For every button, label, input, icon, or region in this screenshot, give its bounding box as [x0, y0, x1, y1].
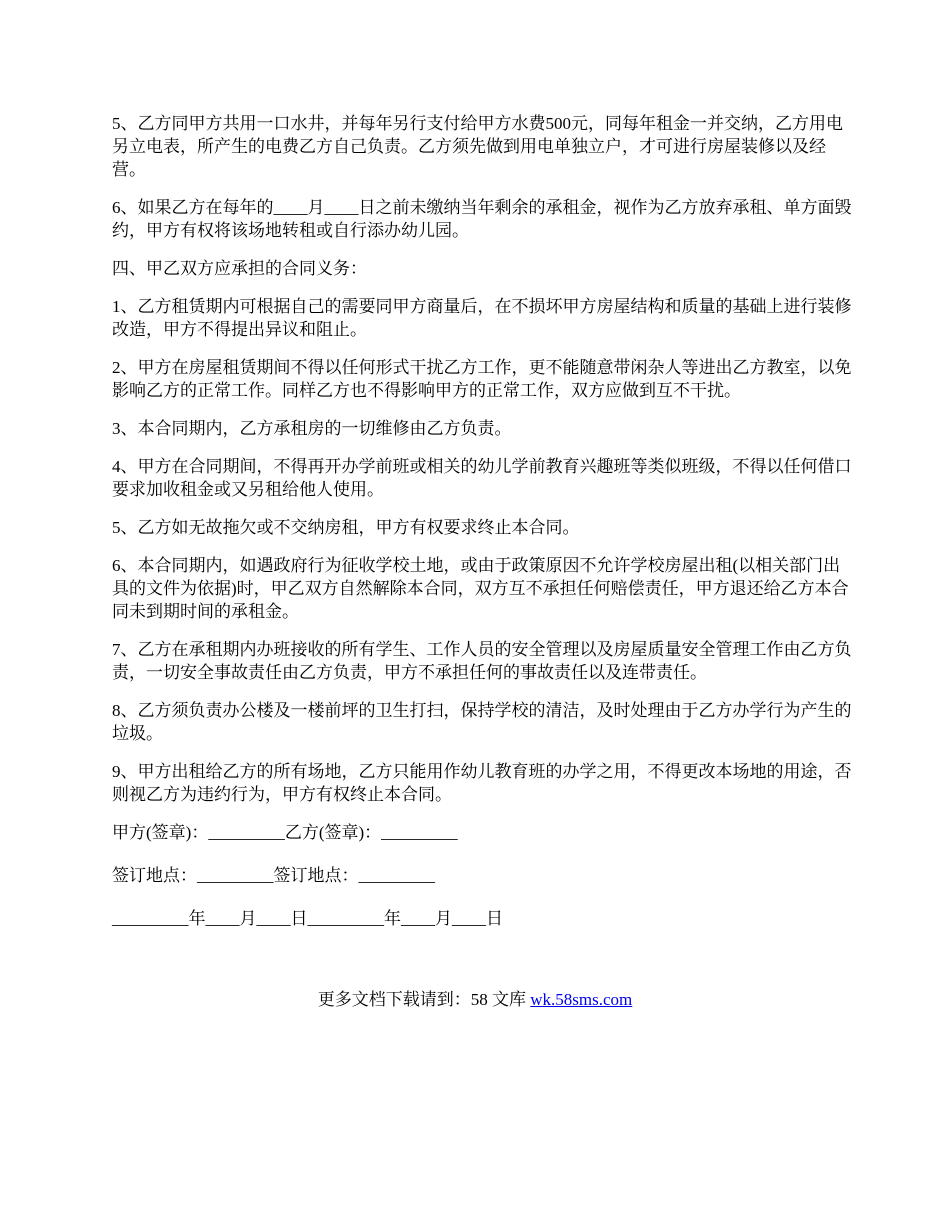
clause-6-rent-deadline: 6、如果乙方在每年的____月____日之前未缴纳当年剩余的承租金，视作为乙方放弃承租、单方面毁约，甲方有权将该场地转租或自行添办幼儿园。 — [112, 198, 852, 240]
obligation-6-government-action: 6、本合同期内，如遇政府行为征收学校土地，或由于政策原因不允许学校房屋出租(以相关部门出具的文件为依据)时，甲乙双方自然解除本合同，双方互不承担任何赔偿责任，甲方退还给乙方本合同未到期时间的承租金。 — [112, 556, 849, 621]
footer-link[interactable]: wk.58sms.com — [530, 990, 633, 1009]
obligation-1-renovation: 1、乙方租赁期内可根据自己的需要同甲方商量后，在不损坏甲方房屋结构和质量的基础上进行装修改造，甲方不得提出异议和阻止。 — [112, 297, 852, 339]
obligation-2-no-interference: 2、甲方在房屋租赁期间不得以任何形式干扰乙方工作，更不能随意带闲杂人等进出乙方教室，以免影响乙方的正常工作。同样乙方也不得影响甲方的正常工作，双方应做到互不干扰。 — [112, 358, 852, 400]
footer-prefix: 更多文档下载请到：58 文库 — [317, 990, 531, 1009]
obligation-8-sanitation: 8、乙方须负责办公楼及一楼前坪的卫生打扫，保持学校的清洁，及时处理由于乙方办学行为产生的垃圾。 — [112, 701, 852, 743]
signature-line-parties: 甲方(签章)：_________乙方(签章)：_________ — [112, 823, 458, 842]
obligation-5-rent-default: 5、乙方如无故拖欠或不交纳房租，甲方有权要求终止本合同。 — [112, 518, 580, 537]
obligation-4-no-competition: 4、甲方在合同期间，不得再开办学前班或相关的幼儿学前教育兴趣班等类似班级，不得以任何借口要求加收租金或又另租给他人使用。 — [112, 457, 852, 499]
obligation-7-safety: 7、乙方在承租期内办班接收的所有学生、工作人员的安全管理以及房屋质量安全管理工作由乙方负责，一切安全事故责任由乙方负责，甲方不承担任何的事故责任以及连带责任。 — [112, 640, 852, 682]
obligation-9-usage: 9、甲方出租给乙方的所有场地，乙方只能用作幼儿教育班的办学之用，不得更改本场地的用途，否则视乙方为违约行为，甲方有权终止本合同。 — [112, 762, 852, 804]
document-body — [112, 112, 852, 950]
section-heading-obligations: 四、甲乙双方应承担的合同义务： — [112, 259, 367, 278]
footer-download-note — [0, 988, 950, 1011]
clause-5-water-electricity: 5、乙方同甲方共用一口水井，并每年另行支付给甲方水费500元，同每年租金一并交纳，乙方用电另立电表，所产生的电费乙方自己负责。乙方须先做到用电单独立户，才可进行房屋装修以及经营。 — [112, 114, 843, 179]
obligation-3-maintenance: 3、本合同期内，乙方承租房的一切维修由乙方负责。 — [112, 419, 512, 438]
signature-line-date: _________年____月____日_________年____月____日 — [112, 909, 503, 928]
signature-line-location: 签订地点：_________签订地点：_________ — [112, 866, 435, 885]
